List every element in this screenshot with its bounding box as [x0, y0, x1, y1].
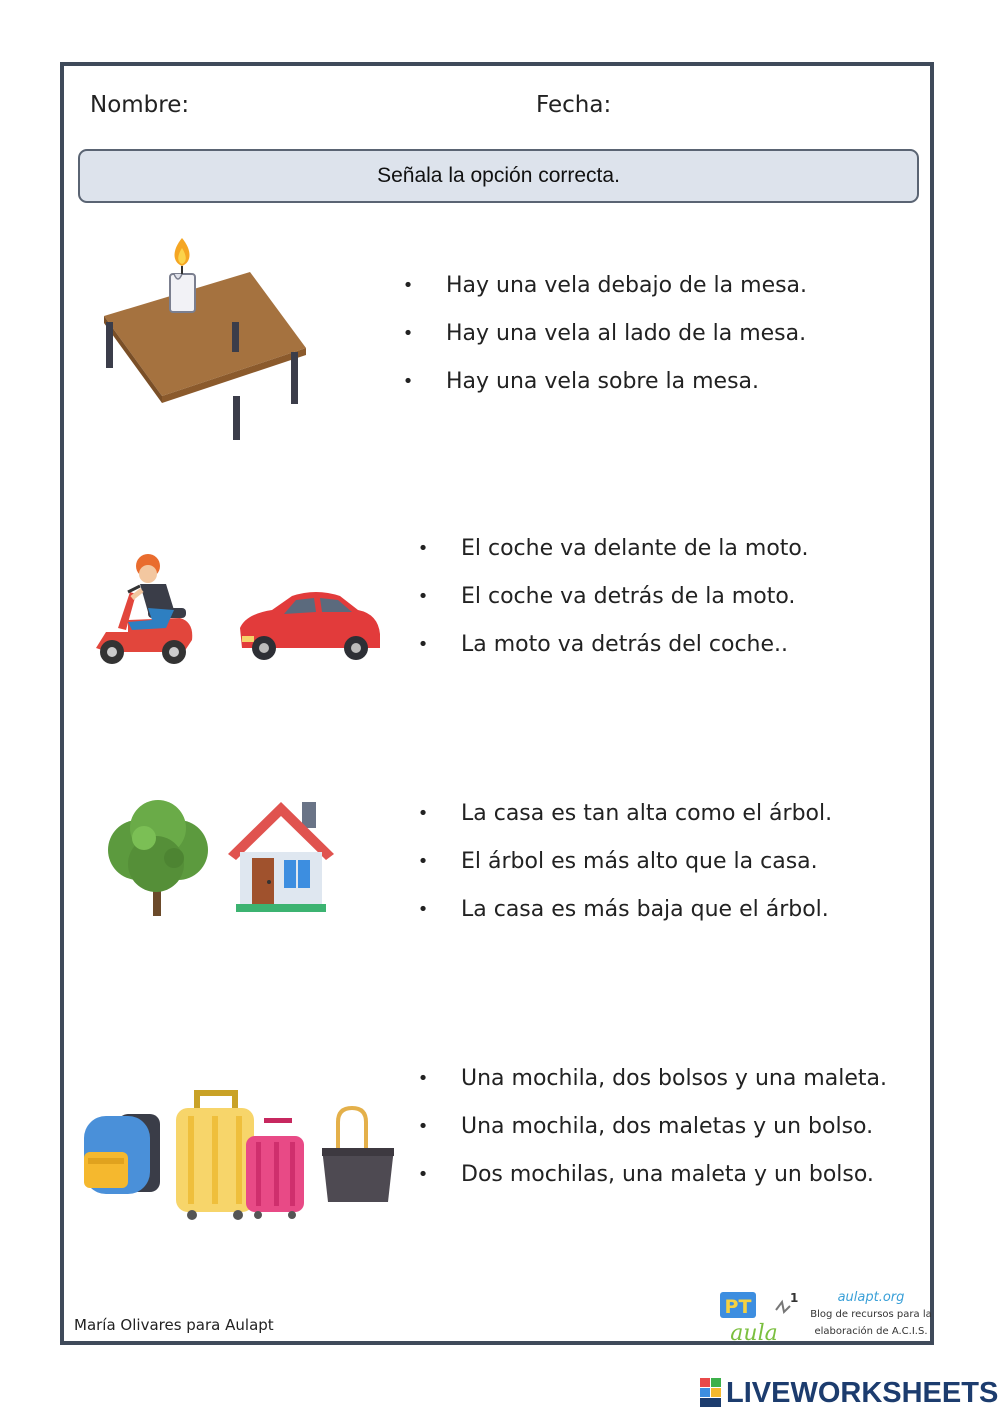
table-candle-illustration: [100, 236, 310, 446]
svg-text:aula: aula: [730, 1321, 778, 1344]
option-2c[interactable]: • La moto va detrás del coche..: [417, 632, 789, 657]
blog-info: [808, 1290, 934, 1339]
nombre-label: Nombre:: [90, 92, 190, 118]
tree-icon: [108, 800, 208, 916]
instruction-box: Señala la opción correcta.: [78, 149, 919, 203]
option-3c[interactable]: • La casa es más baja que el árbol.: [417, 897, 829, 922]
option-3b[interactable]: • El árbol es más alto que la casa.: [417, 849, 818, 874]
fecha-label: Fecha:: [536, 92, 612, 118]
scooter-car-illustration: [88, 548, 388, 673]
option-4a[interactable]: • Una mochila, dos bolsos y una maleta.: [417, 1066, 887, 1091]
house-icon: [228, 802, 334, 912]
aulapt-logo: [718, 1288, 808, 1344]
blog-site[interactable]: aulapt.org: [837, 1290, 905, 1305]
option-2b[interactable]: • El coche va detrás de la moto.: [417, 584, 796, 609]
exercise-2-options: [413, 525, 808, 669]
option-2a[interactable]: • El coche va delante de la moto.: [417, 536, 809, 561]
exercise-3-options: [413, 790, 832, 934]
liveworksheets-text: LIVEWORKSHEETS: [726, 1376, 999, 1409]
option-1b[interactable]: • Hay una vela al lado de la mesa.: [402, 321, 807, 346]
option-1c[interactable]: • Hay una vela sobre la mesa.: [402, 369, 760, 394]
luggage-illustration: [82, 1086, 400, 1221]
option-4c[interactable]: • Dos mochilas, una maleta y un bolso.: [417, 1162, 874, 1187]
pink-suitcase-icon: [246, 1118, 304, 1219]
blog-tagline-2: elaboración de A.C.I.S.: [814, 1326, 928, 1337]
author-credit: María Olivares para Aulapt: [74, 1316, 274, 1334]
blog-tagline-1: Blog de recursos para la: [810, 1309, 932, 1320]
car-icon: [240, 592, 380, 660]
option-4b[interactable]: • Una mochila, dos maletas y un bolso.: [417, 1114, 874, 1139]
svg-text:PT: PT: [724, 1296, 752, 1318]
exercise-1-options: [398, 262, 807, 406]
liveworksheets-watermark: [700, 1376, 998, 1410]
liveworksheets-logo-icon: [700, 1378, 722, 1408]
option-1a[interactable]: • Hay una vela debajo de la mesa.: [402, 273, 808, 298]
candle-icon: [170, 238, 195, 312]
handbag-icon: [322, 1108, 394, 1202]
yellow-suitcase-icon: [176, 1090, 254, 1220]
exercise-4-options: [413, 1055, 887, 1199]
tree-house-illustration: [98, 798, 338, 920]
svg-text:1: 1: [790, 1291, 799, 1305]
option-3a[interactable]: • La casa es tan alta como el árbol.: [417, 801, 833, 826]
backpack-icon: [84, 1114, 160, 1194]
scooter-icon: [96, 554, 192, 664]
